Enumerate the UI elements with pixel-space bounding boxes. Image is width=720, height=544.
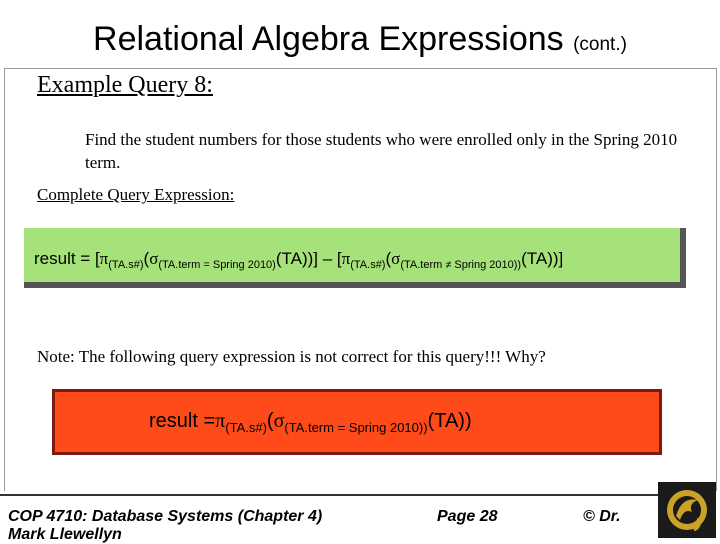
footer-copyright: © Dr. [583,508,621,525]
query-prefix: result = [ [34,249,100,268]
query-box [24,228,686,288]
projection-symbol: π [341,249,351,268]
footer-author: Mark Llewellyn [8,526,122,543]
query-prefix: result = [149,410,216,432]
selection-condition: (TA.term ≠ Spring 2010)) [400,259,522,271]
selection-symbol: σ [149,249,159,268]
footer-course: COP 4710: Database Systems (Chapter 4) [8,508,323,525]
complete-query-heading: Complete Query Expression: [37,185,235,204]
query-description: Find the student numbers for those students who were enrolled only in the Spring 2010 term. [85,130,678,172]
footer-page-number: Page 28 [437,508,498,525]
relation-argument: (TA))] [521,249,564,268]
open-paren: ( [143,249,150,268]
incorrect-query-box [52,389,662,455]
selection-symbol: σ [273,410,285,432]
relation-argument: (TA)) [427,410,472,432]
slide-title [0,20,720,59]
incorrect-query-expression [149,410,472,433]
relation-argument: (TA))] – [ [275,249,342,268]
open-paren: ( [266,410,274,432]
query-expression [34,249,563,269]
projection-attributes: (TA.s#) [225,420,267,435]
open-paren: ( [385,249,392,268]
title-suffix: (cont.) [573,34,627,55]
selection-condition: (TA.term = Spring 2010) [158,259,276,271]
footer-divider [0,494,658,496]
projection-attributes: (TA.s#) [108,259,144,271]
note-text: Note: The following query expression is not correct for this query!!! Why? [37,347,546,366]
projection-symbol: π [215,410,226,432]
example-heading: Example Query 8: [37,72,213,98]
projection-attributes: (TA.s#) [350,259,386,271]
selection-condition: (TA.term = Spring 2010)) [284,420,428,435]
selection-symbol: σ [391,249,401,268]
title-main: Relational Algebra Expressions [93,20,564,58]
projection-symbol: π [99,249,109,268]
ucf-pegasus-logo-icon [658,482,716,538]
